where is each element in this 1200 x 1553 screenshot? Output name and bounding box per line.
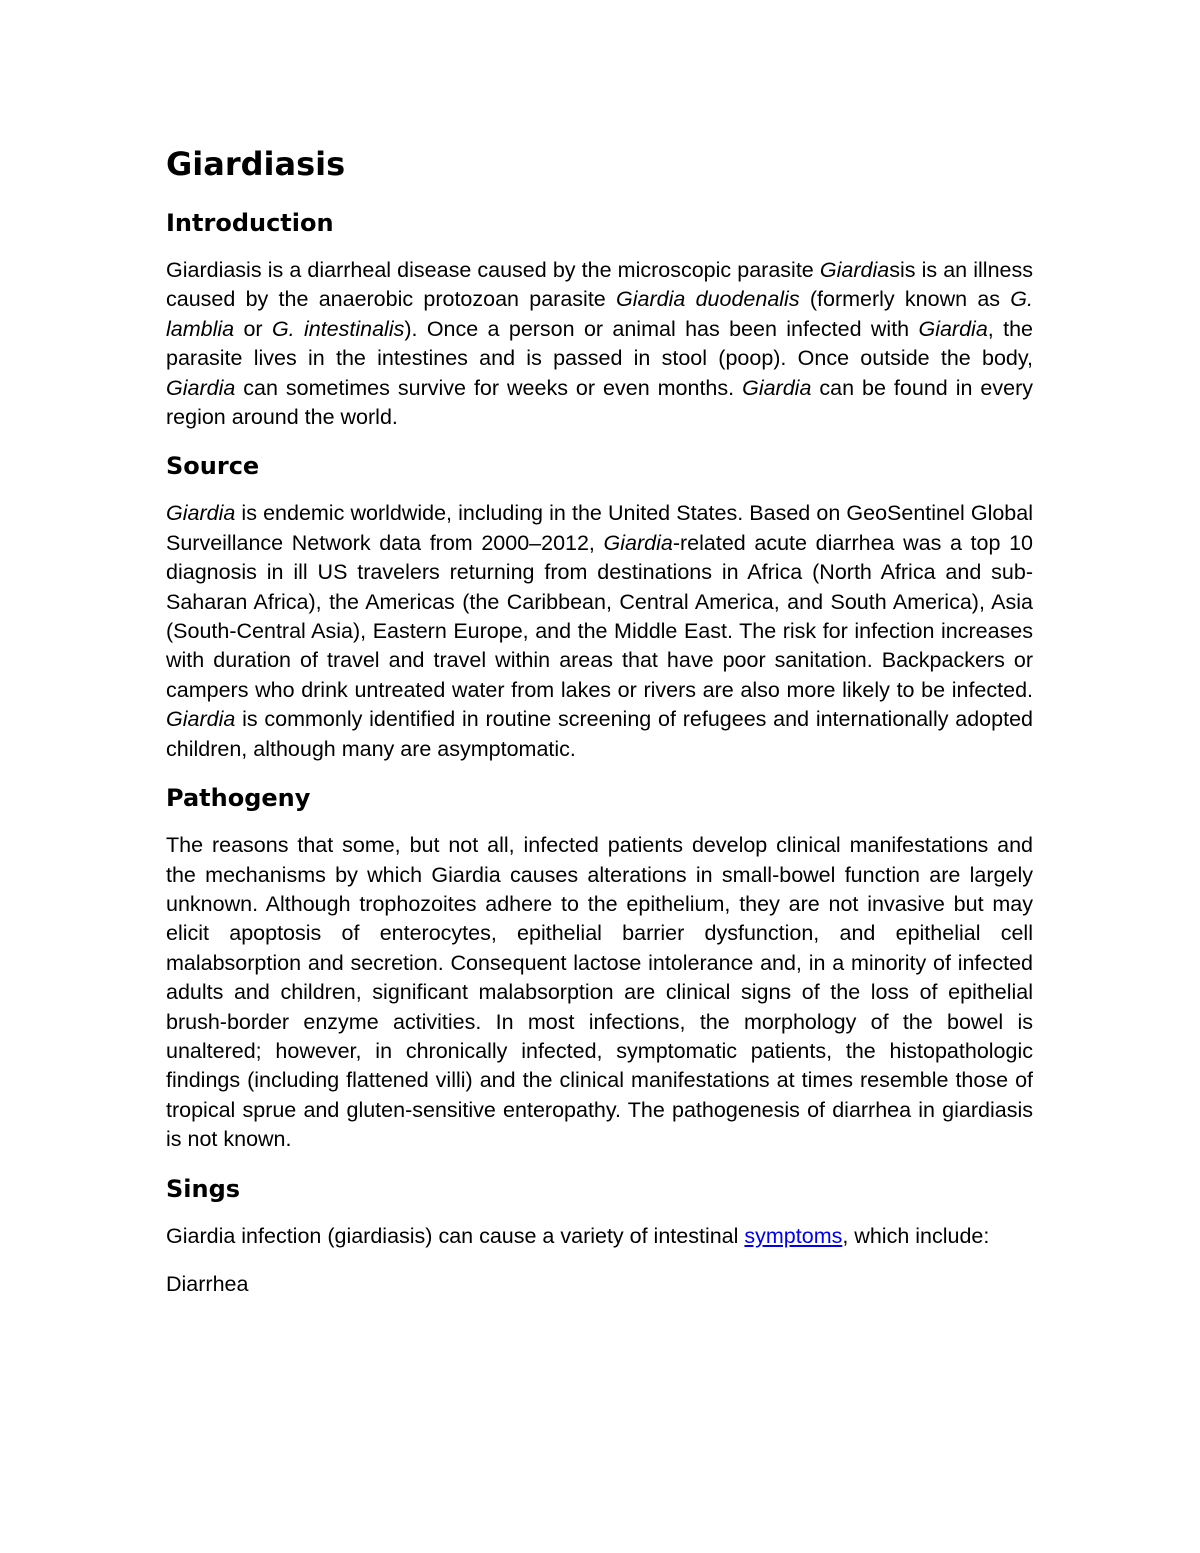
italic-run: Giardia duodenalis bbox=[616, 287, 800, 312]
introduction-paragraph bbox=[166, 256, 1033, 432]
italic-run: Giardia bbox=[166, 375, 236, 400]
text-run: is commonly identified in routine screening of refugees and internationally adopted children, although many are asymptomatic. bbox=[166, 707, 1033, 761]
text-run: , the parasite lives in the intestines and is passed in stool (poop). Once outside the body, bbox=[166, 316, 1033, 371]
section-heading-introduction: Introduction bbox=[166, 209, 334, 237]
source-paragraph bbox=[166, 499, 1033, 764]
section-heading-source: Source bbox=[166, 452, 260, 481]
pathogeny-paragraph: The reasons that some, but not all, infected patients develop clinical manifestations and the mechanisms by which Giardia causes alterations in small-bowel function are largely unknown. Although trophozoites adhere to the epithelium, they are not invasive but may elicit apoptosis of enterocytes, epithelial barrier dysfunction, and epithelial cell malabsorption and secretion. Consequent lactose intolerance and, in a minority of infected adults and children, significant malabsorption are clinical signs of the loss of epithelial brush-border enzyme activities. In most infections, the morphology of the bowel is unaltered; however, in chronically infected, symptomatic patients, the histopathologic findings (including flattened villi) and the clinical manifestations at times resemble those of tropical sprue and gluten-sensitive enteropathy. The pathogenesis of diarrhea in giardiasis is not known. bbox=[166, 833, 1033, 1152]
italic-run: Giardia bbox=[819, 258, 890, 282]
italic-run: Giardia bbox=[166, 501, 236, 526]
text-run: or bbox=[234, 316, 272, 341]
text-run: -related acute diarrhea was a top 10 diagnosis in ill US travelers returning from destinations in Africa (North Africa and sub-Saharan Africa), the Americas (the Caribbean, Central America, and South America), Asia (South-Central Asia), Eastern Europe, and the Middle East. The risk for infection increases with duration of travel and travel within areas that have poor sanitation. Backpackers or campers who drink untreated water from lakes or rivers are also more likely to be infected. bbox=[166, 530, 1033, 702]
section-introduction bbox=[166, 208, 1033, 432]
text-run: , which include: bbox=[842, 1223, 990, 1248]
symptoms-link[interactable]: symptoms bbox=[744, 1223, 843, 1248]
italic-run: G. intestinalis bbox=[271, 316, 405, 341]
text-run: sis is an illness caused by the anaerobic protozoan parasite bbox=[166, 258, 1033, 312]
section-sings bbox=[166, 1174, 1033, 1300]
italic-run: Giardia bbox=[603, 530, 673, 555]
text-run: Giardia infection (giardiasis) can cause a variety of intestinal bbox=[166, 1223, 745, 1248]
italic-run: Giardia bbox=[742, 375, 812, 400]
italic-run: Giardia bbox=[918, 316, 988, 341]
section-heading-pathogeny: Pathogeny bbox=[166, 784, 311, 813]
text-run: Giardiasis is a diarrheal disease caused by the microscopic parasite bbox=[166, 258, 820, 282]
section-source bbox=[166, 451, 1033, 764]
text-run: ). Once a person or animal has been infected with bbox=[404, 316, 919, 341]
symptom-list-item: Diarrhea bbox=[166, 1271, 249, 1296]
section-pathogeny bbox=[166, 783, 1033, 1154]
italic-run: G. lamblia bbox=[166, 287, 1033, 341]
document-title: Giardiasis bbox=[166, 145, 346, 183]
text-run: can sometimes survive for weeks or even months. bbox=[235, 375, 743, 400]
document-body bbox=[166, 142, 1033, 1318]
italic-run: Giardia bbox=[166, 707, 236, 732]
text-run: is endemic worldwide, including in the United States. Based on GeoSentinel Global Surveillance Network data from 2000–2012, bbox=[166, 501, 1033, 555]
sings-paragraph bbox=[166, 1222, 1033, 1251]
text-run: can be found in every region around the world. bbox=[166, 375, 1033, 430]
section-heading-sings: Sings bbox=[166, 1174, 241, 1203]
text-run: (formerly known as bbox=[799, 287, 1011, 312]
